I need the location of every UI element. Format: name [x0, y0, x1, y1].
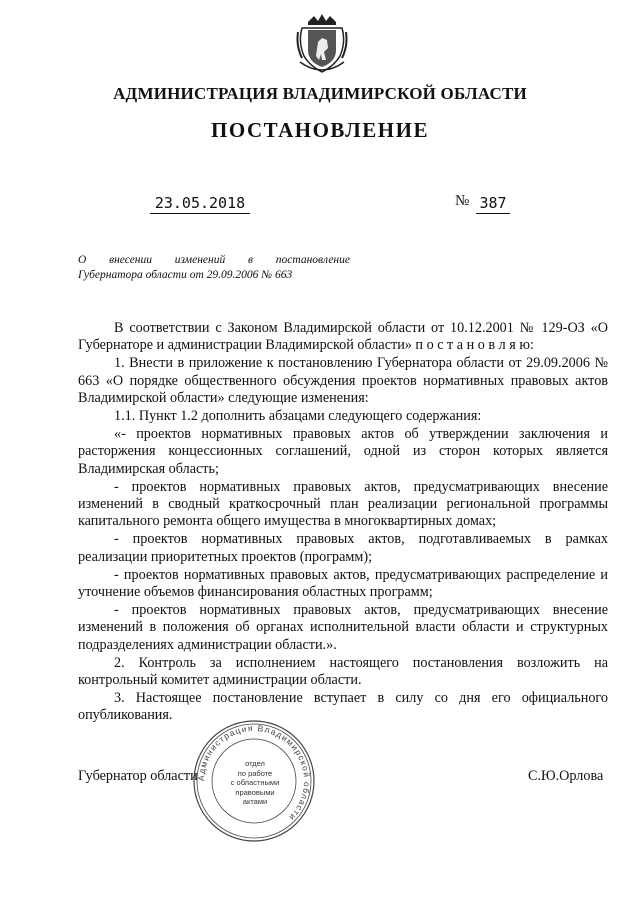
signatory-name: С.Ю.Орлова: [528, 768, 604, 784]
subject-word: О: [78, 254, 87, 266]
subject-line-1: [78, 253, 350, 268]
stamp-ring-text: Администрация Владимирской области: [195, 722, 313, 824]
subject-word: внесении: [109, 254, 153, 266]
subject-word: изменений: [174, 254, 226, 266]
body-paragraph: «- проектов нормативных правовых актов об утверждении заключения и расторжения концессионных соглашений, одной из сторон которых является Владимирская область;: [78, 426, 608, 477]
body-paragraph: 2. Контроль за исполнением настоящего постановления возложить на контрольный комитет администрации области.: [78, 654, 608, 689]
stamp-line: по работе: [237, 768, 273, 778]
organization-title: АДМИНИСТРАЦИЯ ВЛАДИМИРСКОЙ ОБЛАСТИ: [113, 84, 527, 103]
stamp-line: актами: [242, 797, 268, 806]
body-paragraph: В соответствии с Законом Владимирской области от 10.12.2001 № 129-ОЗ «О Губернаторе и администрации Владимирской области» п о с т а н о в л я ю:: [78, 320, 608, 354]
document-subject: [78, 253, 350, 283]
stamp-line: с областными: [230, 778, 280, 787]
signatory-title: Губернатор области: [78, 768, 198, 784]
body-paragraph: 3. Настоящее постановление вступает в силу со дня его официального опубликования.: [78, 690, 608, 724]
subject-word: постановление: [275, 254, 350, 266]
body-paragraph: - проектов нормативных правовых актов, подготавливаемых в рамках реализации приоритетных проектов (программ);: [78, 531, 608, 565]
coat-of-arms-icon: [294, 12, 350, 76]
body-paragraph: - проектов нормативных правовых актов, предусматривающих распределение и уточнение объемов финансирования областных программ;: [78, 566, 608, 601]
body-paragraph: 1.1. Пункт 1.2 дополнить абзацами следующего содержания:: [114, 408, 482, 425]
subject-line-2: Губернатора области от 29.09.2006 № 663: [78, 269, 293, 281]
document-date: 23.05.2018: [150, 194, 250, 214]
body-paragraph: - проектов нормативных правовых актов, предусматривающих внесение изменений в сводный краткосрочный план реализации региональной программы капитального ремонта общего имущества в многоквартирных домах;: [78, 478, 608, 530]
body-paragraph: 1. Внести в приложение к постановлению Губернатора области от 29.09.2006 № 663 «О порядке общественного обсуждения проектов нормативных правовых актов Владимирской области» следующие изменения:: [78, 355, 608, 406]
document-type: ПОСТАНОВЛЕНИЕ: [211, 118, 429, 142]
document-body: [78, 320, 608, 726]
stamp-line: отдел: [245, 759, 265, 768]
stamp-line: правовыми: [235, 787, 275, 797]
body-paragraph: - проектов нормативных правовых актов, предусматривающих внесение изменений в положения об органах исполнительной власти области и структурных подразделениях администрации области.».: [78, 602, 608, 653]
number-sign: №: [455, 193, 470, 209]
stamp-center-text: [222, 759, 288, 807]
document-number: 387: [476, 194, 510, 214]
subject-word: в: [248, 254, 253, 266]
